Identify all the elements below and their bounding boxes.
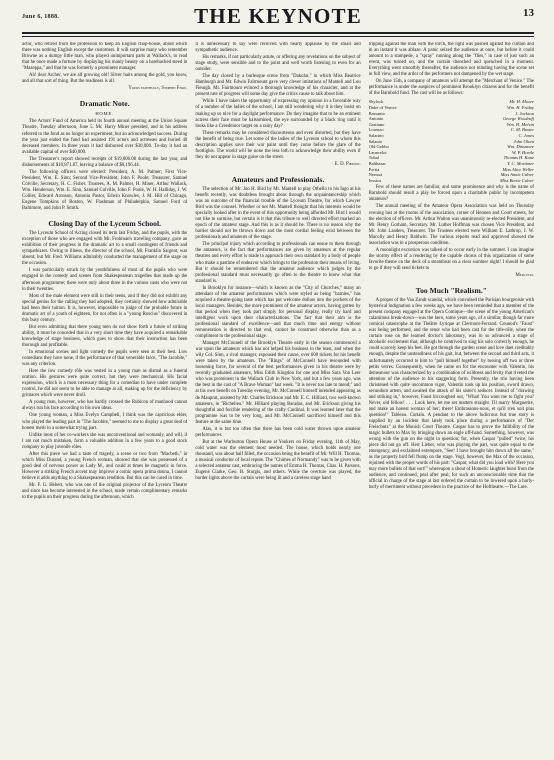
section-subheading: HOME. <box>95 111 114 117</box>
article-paragraph: But even admitting that there young men do not show forth a future of striking ability, it must be conceded that in a very short time they have acquired a remarkable knowledge of stage business, which goes to show that their instruction has been thorough and profitable. <box>22 324 188 348</box>
masthead <box>22 4 534 44</box>
article-paragraph: But at the Warburton Opera House at Yonkers on Friday evening, 11th of May, cold water was the element most needed. The house, which holds nearly one thousand, was about half filled, the occasion being the benefit of Mr. Will H. Thomas, a musical conductor of local repute. The "Chimes of Normandy" was to be given with a selected amateur cast, embracing the names of Emma H. Thomas, Chas. H. Parsons, Eugene Clarke, Geo. B. Sturgis, and others. While the overture was played, the border lights above the curtain were being lit and a careless stage hand <box>195 439 361 482</box>
cast-role: Gratiano <box>368 121 385 127</box>
cast-actor: Y. C. Mortimer <box>507 160 534 166</box>
cast-actor: W. P. Hoetle <box>511 149 534 155</box>
cast-role: Jessica <box>368 177 382 183</box>
article-paragraph: Most of the male element were still in their teens, and if they did not exhibit any special genius for the calling they had adopted, they certainly showed how admirable had been their tuition. It is, however, impossible to judge of the probable future in dramatic art of a youth of eighteen, for not often is a "young Roscius" discovered in this busy century. <box>22 293 188 323</box>
cast-actor: Wm. Dinsmore <box>507 144 534 150</box>
column-1 <box>22 42 187 754</box>
cast-role: Salanio <box>368 138 383 144</box>
letter-paragraph: actor, who retired from the profession to keep an English chop-house, about which there was nothing English except the customers. It will surprise many who remember Browne as a dumpy little man, who played unimportant parts at Wallack's, to read that he once made a fortune by displaying his manly beauty on a barebacked steed in "Mazeppa," and that he was formerly a prominent manager. <box>22 42 188 72</box>
column-2 <box>195 42 360 754</box>
article-paragraph: Alas, it is but too often that there has been cold water thrown upon amateur performances. <box>195 426 361 438</box>
cast-role: Launcelot <box>368 149 387 155</box>
column-3 <box>369 42 534 754</box>
section-heading: Too Much "Realism." <box>415 286 487 296</box>
section-heading: Amateurs and Professionals. <box>231 174 325 184</box>
cast-actor: Wm. H. Melvin <box>506 121 534 127</box>
article-paragraph: In emotional scenes and light comedy the pupils were seen at their best. Low comedians they have none, if the performance of that venerable farce, "The Jacobite," was any criterion. <box>22 350 188 368</box>
article-paragraph: In Brooklyn for instance—which is known as the "City of Churches," many an attendant of the amateur performances which were styled as being "barnies," has acquired a theatre-going taste which has put welcome dollars into the pockets of the local managers. Besides, the more prominent of the amateur actors, having gotten by that period when they took part simply for personal display, really try hard and intelligent work upon their characterizations. The fact that their aim is the professional standard of excellence—and that much time and energy without remuneration is directed to that end, cannot be construed otherwise than as a compliment to the professional stage. <box>195 285 361 340</box>
article-signature: Mercutio. <box>515 272 534 278</box>
article-paragraph: The annual meeting of the Amateur Opera Association was held on Thursday evening last at the rooms of the association, corner of Hennen and Court streets, for the election of officers. Mr. Arthur Walton was unanimously re-elected President, and Mr. Henry Gorham, Secretary. Mr. Luther Hoffman was chosen Vice President, and Mr. John Landers, Treasurer. The Trustees elected were William E. Lathrop, J. W. Macolly and Henry Baldwin. The various reports read and approved showed the association was in a prosperous condition. <box>368 204 534 246</box>
cast-actor: Mr. H. Moore <box>509 99 534 105</box>
article-paragraph: While I have taken the opportunity of expressing my opinion in a favorable way of a number of the ladies of the school, I am still wondering why it is they insist on making up so nice for a daylight performance. Do they imagine that to be an eminent actress their face must be kalsomined, the eye surrounded by a black ring until it looks like a Creedmoor target on a rainy day? <box>195 99 361 129</box>
article-paragraph: Few of these names are familiar, and some prominence and why is the name of Barnbold should result a play be forced upon a charitable public by incompetent amateurs? <box>368 185 534 203</box>
article-paragraph: After this piece we had a taste of tragedy, a scene or two from "Macbeth," in which Miss Durand, a young French woman, showed that she was possessed of a good deal of nervous power as Lady M., and could at times be magnetic in force. However a striking French accent may improve a comic opera prima donna, I cannot believe it adds anything to a Shakespearean rendition. But this can be cured in time. <box>22 451 188 481</box>
article-paragraph: it is unnecessary to say were received with hearty applause by the small and sympathetic audience. <box>195 42 361 54</box>
cast-role: Antonio <box>368 116 384 122</box>
article-paragraph: A moonlight excursion was talked of to occur early in the summer. I can imagine the stormy effect of a rendering by the capable chorus of this organization of some favorite theme on the deck of a steamboat on a clear summer night! I should be glad to go if they will send tickets to <box>368 247 534 271</box>
article-paragraph: The Actors' Fund of America held its fourth annual meeting at the Union Square Theatre, Tuesday afternoon, June 5. Mr. Harry Miner presided, and in his address referred to the fund as no longer an experiment, but an acknowledged success. During the year just ended the fund had assisted 191 actors and actresses and buried 40 deceased members. In three years it had disbursed over $30,000. To-day it had an available capital of over $40,000. <box>22 119 188 155</box>
masthead-rule-thin <box>22 36 534 37</box>
section-heading: Dramatic Note. <box>79 99 130 109</box>
article-paragraph: The selection of Mr. Joo H. Bird by Mr. Mantell to play Othello to his Iago at his benefit recently, was doubtless brought about through the acquaintanceship which was an outcome of the financial trouble of the Lyceum Theatre, for which Lawyer Bird was the counsel. Whether or not Mr. Mantell thought that his interests would be specially looked after in the event of this opportunity being afforded Mr. Bird I would not like to surmise, but certain is it that this tribute to well directed effort marked an epoch of the amateur stage. And this is as it should be. There is no reason why the barrier should not be thrown down and the most cordial feeling exist between the professionals and amateurs of the stage. <box>195 186 361 241</box>
article-paragraph: On June 15th, a company of amateurs will attempt the "Merchant of Venice." The performance is under the auspices of prominent Brooklyn citizens and for the benefit of the Barnbold fund. The cast will be as follows: <box>368 79 534 97</box>
cast-role: Tubal <box>368 155 379 161</box>
article-paragraph: Manager McConnell of the Brooklyn Theatre early in the season commenced a war upon the amateurs which has not helped his business in the least, and when the wily Col. Sinn, a rival manager, espoused their cause, over 600 tickets for his benefit were taken by the amateurs. The "Rings" of McConnell have resounded with loosening force, for several of the best performances given in his theatre were by recently graduated amateurs, Miss Edith Kingdon for one and Miss Sara Von Leer who was prominent in the Wallack Club in New York, and but a few years ago, was the best in the cast of "A Brave Woman" last week. "It is never too late to mend;" and at his own benefit on Tuesday evening, Mr. McConnell himself intended appearing as de Mauprat, assisted by Mr. Charles Erickson and Mr. E. C. Hilliard, two well-known amateurs, in "Richelieu." Mr. Hilliard playing Baradas, and Mr. Erickson giving his thoughtful and forcible rendering of the crafty Cardinal. It was learned later that the programme was to be very long, and Mr. McConnell sacrificed himself and this feature at the same time. <box>195 341 361 425</box>
article-columns <box>22 42 534 754</box>
article-paragraph: These remarks may be considered discourteous and even distorted, but they have the benefit of being true. Let some of the ladies of the Lyceum school to whom this description applies save their war paint until they come before the glare of the footlights. The world will be none the less loth to acknowledge their ability even if they do not appear in stage guise on the street. <box>195 130 361 160</box>
article-paragraph: Unlike most of her co-workers she was unconventional and womanly, and will, if I am not much mistaken, form a valuable addition in a few years to a good stock company to play juvenile rôles. <box>22 432 188 450</box>
letter-signature: Yours faithfully, Stephen Fiske. <box>128 86 188 92</box>
cast-actor: Thomas H. Kane <box>503 155 534 161</box>
article-paragraph: His remarks, if not particularly astute, or offering any revelations on the subject of stage study, were sensible and to the point and well worth listening to even for an outsider. <box>195 55 361 73</box>
article-paragraph: Mr. F. G. Hebert, who was one of the original projector of the Lyceum Theatre and since has become interested in the school, made certain complimentary remarks to the pupils on their progress during the afternoon, which <box>22 483 188 501</box>
article-paragraph: The following officers were elected: President, A. M. Palmer; First Vice-President, Wm. E. Sinn; Second Vice-President, John F. Poole; Treasurer, Samuel Colville; Secretary, H. C. Fisher. Trustees, A. M. Palmer, H. Miner, Arthur Wallack, Wm. Henderson, Wm. E. Sinn, Samuel Colville, John F. Poole, W. H. Halliday, J. W. Collier, Edward Aronson, Antonio Pastor, Edwin Knowles, J. M. Hill of Chicago, Eugene Tompkins of Boston, W. Flashman of Philadelphia, Samuel Ford of Baltimore, and John P. Smith. <box>22 169 188 212</box>
article-paragraph: A propos of the Van Zandt scandal, which convulsed the Parisian bourgeoisie with hysterical indignation a few weeks ago, we have been reminded that a member of the present company engaged at the Opera Comique—the scene of the young American's calamitous break-down—was the hero, some years ago, of a similar, though far more comical catastrophe at the Théâtre Lyrique at Clermont-Ferrand. Gounod's "Faust" was being performed, and the tenor who had been cast for the title-rôle, when the curtain rose on the learned doctor's laboratory, was in so advanced a stage of alcoholic excitement that, although he contrived to sing his solo correctly enough, he could scarcely keep his feet. He got through the garden scene and love duet creditably enough, despite the unsteadiness of his gait, but, between the second and third acts, it unfortunately occurred to him to "pull himself together" by tossing off two or three petits verres. Consequently, when he came on for the encounter with Valentin, his demeanour was characterized by a combination of wildness and levity that riveted the attention of the audience to his staggering form. Presently, the trio having been christened with quite uncommon vigor, Valentin took up his position, sword drawn, secundum artem, and awaited the attack of his sister's seducer. Instead of "drawing and striking in," however, Faust hiccoughed out, "What! You want me to fight you? Never, old fellow! . . . Look here, let me set matters straight. I'll marry Marguerite, and make an honest woman of her; there! Embrassons-nous, et qu'il n'en soit plus question!" Tableau. Curtain. A pendant to the above ludicrous but true story is supplied by an incident that lately took place during a performance of "Der Freischutz" at the Munich Court Theatre. Caspar has to prove the fallibility of the magic bullets to Max by bringing down an eagle off-hand. Something, however, was wrong with the gun on the night in question; for, when Caspar "pulled" twice, his piece did not go off. Herr Lieber, who was playing the part, was quite equal to the emergency, and exclaimed extempore, "See! I have brought him down all the same," as the property bird fell flump on the stage. Vogl, however, the Max of the occasion, rejoined with the proper words of his part: "Caspar, what did you load with? Here you may more bullets of that sort!" whereupon a shout of Homeric laughter burst from the audience, and continued, peal after peal, for such an unconscionable time that the official in charge of the stage at last ordered the curtain to be lowered upon a hurly-burly of merriment without precedent in the practice of the Hoftheatre.—The Lute. <box>368 298 534 491</box>
article-paragraph: The principal injury which according to professionals can ensue to them through the amateurs, is the fact that performances are given by amateurs at the regular theatres and every effort is made to approach their own standard by a body of people who make a pastime of endeavor which brings to the profession their means of living. But it should be remembered that the amateur audience which judges by the professional standard must necessarily go often to the theatre to know what that standard is. <box>195 242 361 284</box>
cast-actor: C. Jones <box>518 132 534 138</box>
masthead-rule <box>22 32 534 34</box>
article-paragraph: Here the low comedy rôle was vested in a young man as dismal as a funeral oration. His gestures were quite correct, but they were mechanical. His facial expression, which is a most necessary thing for a comedian to have under complete control, he did not seem to be able to manage at all, making up for the deficiency by grimaces which were never droll. <box>22 369 188 399</box>
issue-date: June 6, 1888. <box>22 14 60 20</box>
cast-role: Lorenzo <box>368 127 384 133</box>
cast-role: Balthazar <box>368 160 386 166</box>
cast-row <box>369 178 534 184</box>
cast-actor: C. M. Baxter <box>510 127 534 133</box>
cast-actor: Miss Alice Weller <box>502 166 534 172</box>
article-signature: E. D. Pierson. <box>334 161 361 167</box>
cast-role: Portia <box>368 166 380 172</box>
page-number: 13 <box>523 7 534 19</box>
article-paragraph: tripping against the man with the torch, the light was pushed against the curtain and in an instant it was ablaze. A panic seized the audience at once, but before it could amount to a stampede, a "spray" running along the "flies," in case of just such an event, was turned on, and the curtain drenched and quenched in a moment. Everything went smoothly thereafter, the audience not minding having the scene set in full view, and the ardor of the performers not dampened by the wet stage. <box>368 42 534 78</box>
cast-actor: J. Jackson <box>515 110 534 116</box>
article-paragraph: The Lyceum School of Acting closed its term last Friday, and the pupils, with the exception of those who are engaged with Mr. Frohman's traveling company, gave an exhibition of their progress in the dramatic art to a small contingent of friends and sympathizers. Owing to illness, the director of the school, Mr. Franklin Sargent, was absent; but Mr. Fred. Williams admirably conducted the management of the stage on the occasion. <box>22 231 188 267</box>
cast-role: Bassanio <box>368 110 385 116</box>
cast-actor: John Olsen <box>513 138 534 144</box>
article-paragraph: One young woman, a Miss Evelyn Campbell, I think was the capricious elder, who played the leading part in "The Jacobite," seemed to me to display a great deal of honest merit in a somewhat trying part. <box>22 413 188 431</box>
article-paragraph: The day closed by a burlesque scene from "Dakolar," in which Miss Beatrice Hamburgh and Mr. Edwin Fairmount gave very clever imitations of Mantell and Lou Fleurgh. Mr. Fairmount evinced a thorough knowledge of his character, and at the present rate of progress will some day give the critics cause to talk about him. <box>195 74 361 98</box>
cast-role: Shylock <box>368 99 384 105</box>
cast-actor: Wm. H. Friday <box>506 105 534 111</box>
article-paragraph: The Treasurer's report showed receipts of $19,806.08 during the last year, and disbursements of $10,871.87, leaving a balance of $8,196.44. <box>22 156 188 168</box>
cast-list <box>369 99 534 183</box>
article-paragraph: A young man, however, who has hardly crossed the Rubicon of manhood cannot always run his face according to his own ideas. <box>22 400 188 412</box>
cast-actor: Miss Annie Culver <box>500 172 534 178</box>
cast-actor: George Woodruff <box>502 116 534 122</box>
cast-role: Duke of Venice <box>368 105 397 111</box>
section-heading: Closing Day of the Lyceum School. <box>48 219 161 229</box>
article-paragraph: I was particularly struck by the youthfulness of most of the pupils who were engaged in the comedy and scenes from Shakespearean tragedies that made up the afternoon programme; there were only about three in the various casts who were not in their twenties. <box>22 268 188 292</box>
newspaper-title: THE KEYNOTE <box>194 4 362 28</box>
letter-paragraph: Ah! dear Archer, we are all growing old! Silver hairs among the gold, you know, and all that sort of thing. But the readiness is all. <box>22 73 188 85</box>
cast-actor: Miss Bertie Culver <box>499 177 534 183</box>
cast-role: Nerissa <box>368 172 383 178</box>
cast-role: Old Gobbo <box>368 144 389 150</box>
cast-role: Salarino <box>368 132 384 138</box>
